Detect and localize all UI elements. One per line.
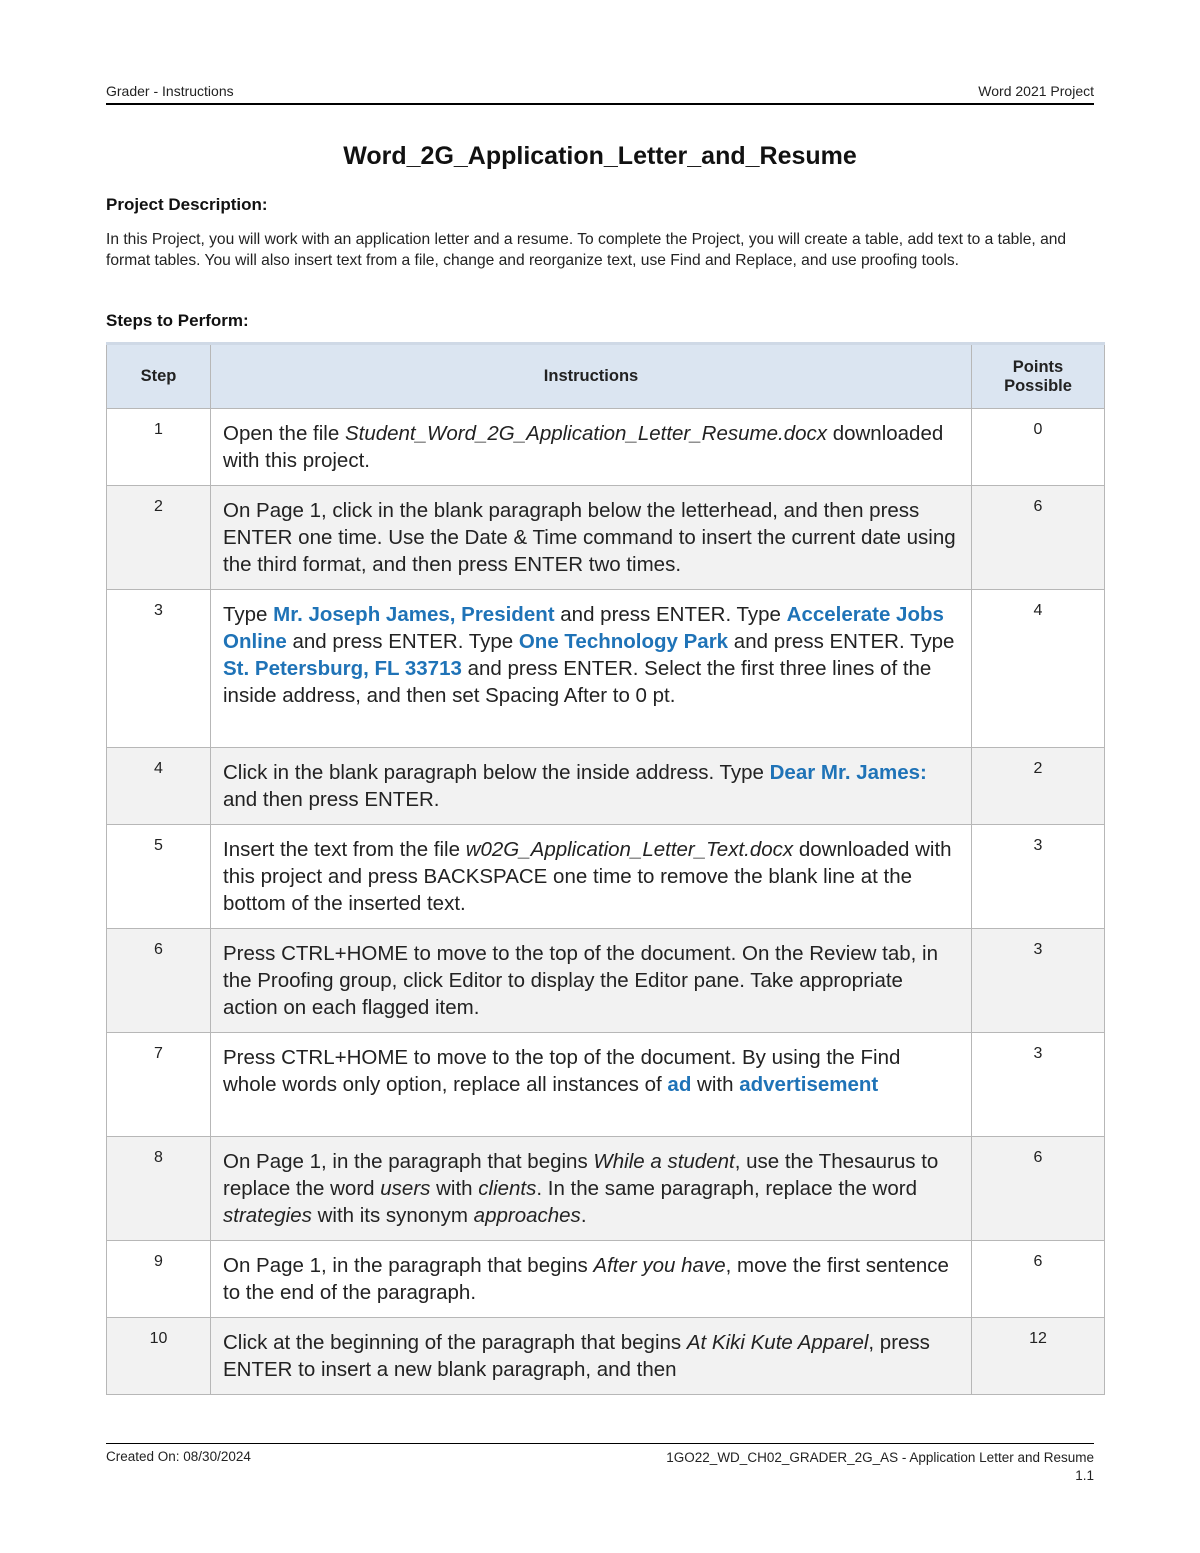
points-cell: 6	[972, 485, 1105, 589]
instruction-cell	[211, 1317, 972, 1394]
instruction-italic-text: While a student	[593, 1149, 735, 1173]
table-row	[107, 1317, 1105, 1394]
document-title: Word_2G_Application_Letter_and_Resume	[343, 142, 857, 170]
points-column-header	[972, 344, 1105, 409]
instruction-typed-text: One Technology Park	[518, 629, 729, 653]
instruction-text: and press ENTER. Select the first three lines of the inside address, and then set Spacing After to 0 pt.	[223, 657, 932, 708]
instruction-typed-text: ad	[667, 1072, 692, 1096]
instruction-typed-text: Dear Mr. James:	[769, 760, 927, 784]
instruction-typed-text: St. Petersburg, FL 33713	[223, 657, 462, 681]
step-number-cell: 1	[107, 409, 211, 486]
instruction-italic-text: strategies	[223, 1204, 312, 1228]
page-header	[106, 83, 1094, 105]
points-cell: 12	[972, 1317, 1105, 1394]
points-cell: 4	[972, 589, 1105, 747]
instruction-cell	[211, 409, 972, 486]
steps-table-header-row	[107, 344, 1105, 409]
step-column-header: Step	[107, 344, 211, 409]
instruction-italic-text: After you have	[593, 1253, 726, 1277]
step-number-cell: 8	[107, 1136, 211, 1240]
instruction-text: and press ENTER. Type	[728, 629, 955, 653]
instruction-italic-text: At Kiki Kute Apparel	[686, 1330, 869, 1354]
instructions-column-header: Instructions	[211, 344, 972, 409]
steps-heading: Steps to Perform:	[106, 311, 249, 330]
step-number-cell: 9	[107, 1240, 211, 1317]
step-number-cell: 6	[107, 928, 211, 1032]
points-header-line1: Points	[1012, 357, 1064, 376]
instruction-text: . In the same paragraph, replace the word	[536, 1176, 917, 1200]
table-row	[107, 409, 1105, 486]
instruction-text: Insert the text from the file	[223, 837, 466, 861]
instruction-cell	[211, 1136, 972, 1240]
instruction-text: On Page 1, in the paragraph that begins	[223, 1149, 594, 1173]
table-row	[107, 747, 1105, 824]
table-row	[107, 485, 1105, 589]
instruction-text: On Page 1, in the paragraph that begins	[223, 1253, 594, 1277]
instruction-text: and press ENTER. Type	[286, 629, 519, 653]
step-number-cell: 3	[107, 589, 211, 747]
footer-file-info	[666, 1449, 1094, 1485]
points-cell: 0	[972, 409, 1105, 486]
instruction-text: with	[430, 1176, 479, 1200]
steps-table-body	[107, 409, 1105, 1395]
header-right-text: Word 2021 Project	[978, 83, 1094, 99]
page-footer	[106, 1443, 1094, 1483]
instruction-text: , use the Thesaurus to replace the word	[223, 1149, 939, 1200]
instruction-cell	[211, 928, 972, 1032]
step-number-cell: 5	[107, 824, 211, 928]
instruction-text: downloaded with this project and press BACKSPACE one time to remove the blank line at the bottom of the inserted text.	[223, 837, 952, 916]
points-cell: 6	[972, 1240, 1105, 1317]
instruction-italic-text: Student_Word_2G_Application_Letter_Resume.docx	[344, 422, 827, 445]
instruction-italic-text: approaches	[473, 1204, 581, 1228]
instruction-text: Press CTRL+HOME to move to the top of the document. On the Review tab, in the Proofing group, click Editor to display the Editor pane. Take appropriate action on each flagged item.	[223, 941, 938, 1020]
instruction-text: .	[580, 1204, 587, 1228]
header-left-text: Grader - Instructions	[106, 83, 234, 99]
points-cell: 2	[972, 747, 1105, 824]
instruction-cell	[211, 485, 972, 589]
instruction-italic-text: w02G_Application_Letter_Text.docx	[465, 837, 794, 861]
instruction-text: Press CTRL+HOME to move to the top of the document. By using the Find whole words only option, replace all instances of	[223, 1045, 901, 1096]
step-number-cell: 4	[107, 747, 211, 824]
project-description-text: In this Project, you will work with an application letter and a resume. To complete the Project, you will create a table, add text to a table, and format tables. You will also insert text from a file, change and reorganize text, use Find and Replace, and use proofing tools.	[106, 231, 1067, 269]
table-row	[107, 824, 1105, 928]
footer-version: 1.1	[1075, 1468, 1094, 1483]
points-cell: 3	[972, 1032, 1105, 1136]
instruction-cell	[211, 1032, 972, 1136]
points-cell: 3	[972, 928, 1105, 1032]
project-description-heading: Project Description:	[106, 195, 268, 214]
instruction-typed-text: Mr. Joseph James, President	[273, 602, 555, 626]
instruction-cell	[211, 747, 972, 824]
instruction-text: Open the file	[223, 422, 345, 445]
instruction-italic-text: clients	[478, 1176, 537, 1200]
instruction-italic-text: users	[380, 1176, 431, 1200]
step-number-cell: 10	[107, 1317, 211, 1394]
instruction-typed-text: advertisement	[739, 1072, 879, 1096]
table-row	[107, 1032, 1105, 1136]
instruction-text: with its synonym	[311, 1204, 474, 1228]
table-row	[107, 928, 1105, 1032]
instruction-text: downloaded with this project.	[223, 422, 944, 473]
steps-table	[106, 342, 1105, 1395]
table-row	[107, 1136, 1105, 1240]
instruction-cell	[211, 824, 972, 928]
points-cell: 6	[972, 1136, 1105, 1240]
points-cell: 3	[972, 824, 1105, 928]
table-row	[107, 1240, 1105, 1317]
instruction-text: On Page 1, click in the blank paragraph below the letterhead, and then press ENTER one time. Use the Date & Time command to insert the current date using the third format, and then press ENTER two times.	[223, 498, 956, 577]
instruction-text: , move the first sentence to the end of the paragraph.	[223, 1253, 949, 1304]
table-row	[107, 589, 1105, 747]
instruction-text: with	[691, 1072, 740, 1096]
instruction-text: and press ENTER. Type	[554, 602, 787, 626]
instruction-typed-text: Accelerate Jobs Online	[223, 602, 944, 653]
instruction-text: Type	[223, 602, 274, 626]
instruction-text: , press ENTER to insert a new blank paragraph, and then	[223, 1330, 930, 1381]
footer-created-on: Created On: 08/30/2024	[106, 1449, 251, 1464]
points-header-line2: Possible	[1004, 376, 1072, 395]
instruction-text: Click at the beginning of the paragraph that begins	[223, 1330, 687, 1354]
instruction-cell	[211, 1240, 972, 1317]
instruction-text: and then press ENTER.	[223, 787, 440, 811]
instruction-text: Click in the blank paragraph below the inside address. Type	[223, 760, 770, 784]
instruction-cell	[211, 589, 972, 747]
step-number-cell: 2	[107, 485, 211, 589]
step-number-cell: 7	[107, 1032, 211, 1136]
footer-file-name: 1GO22_WD_CH02_GRADER_2G_AS - Application Letter and Resume	[666, 1450, 1094, 1465]
